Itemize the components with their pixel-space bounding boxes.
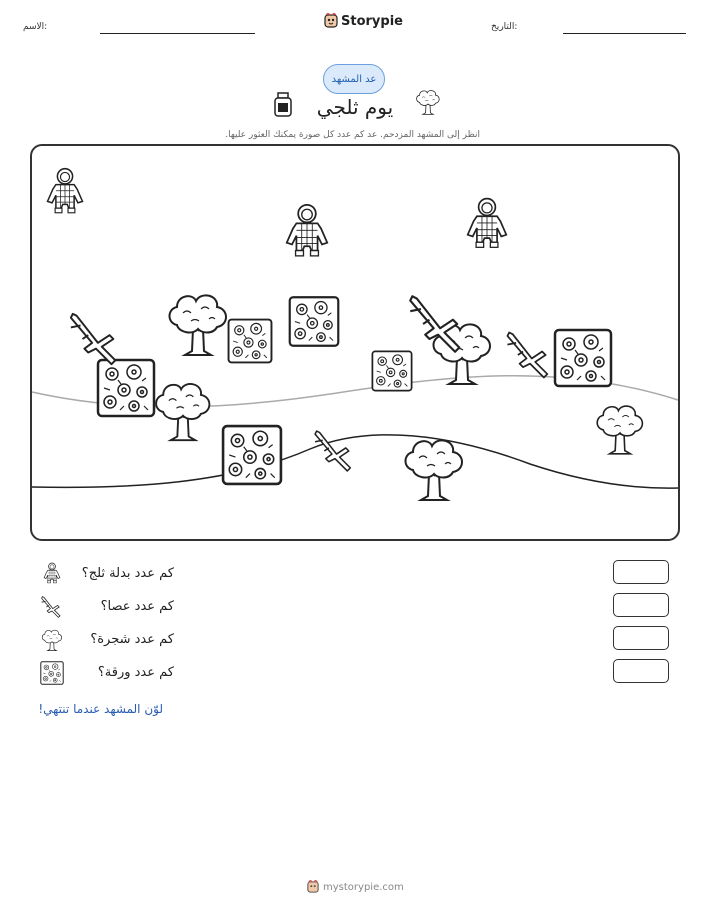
brand-logo (324, 13, 403, 29)
question-tree: كم عدد شجرة؟ (90, 632, 174, 647)
tree-5 (406, 440, 463, 500)
question-stick: كم عدد عصا؟ (100, 599, 174, 614)
page-title: يوم ثلجي (316, 95, 394, 119)
footer-site: mystorypie.com (323, 881, 404, 893)
storypie-mascot-icon (307, 880, 319, 894)
flower-card-6 (223, 426, 281, 484)
question-flower-card: كم عدد ورقة؟ (97, 665, 174, 680)
color-instruction: لوّن المشهد عندما تنتهي! (38, 702, 163, 716)
flower-card-4 (372, 351, 411, 390)
stick-icon (40, 595, 64, 619)
tree-4 (597, 406, 642, 454)
snowsuit-icon (40, 562, 64, 586)
stick-1 (71, 314, 115, 364)
question-snowsuit: كم عدد بدلة ثلج؟ (81, 566, 174, 581)
activity-tag-label: عد المشهد (331, 73, 377, 85)
hill-line-front (32, 435, 678, 488)
tree-1 (170, 295, 227, 355)
name-label: الاسم: (23, 22, 48, 32)
tree-icon (414, 88, 442, 116)
answer-box-snowsuit[interactable] (613, 560, 669, 584)
activity-tag (323, 64, 385, 94)
instructions: انظر إلى المشهد المزدحم. عد كم عدد كل صورة يمكنك العثور عليها. (225, 130, 480, 140)
storypie-mascot-icon (324, 13, 338, 29)
scene-drawing (30, 144, 680, 541)
footer (307, 880, 404, 894)
stick-3 (507, 332, 547, 377)
tree-icon (40, 628, 64, 652)
answer-box-tree[interactable] (613, 626, 669, 650)
flower-card-icon (40, 661, 64, 685)
tree-2 (156, 384, 209, 440)
snowsuit-1 (48, 169, 83, 213)
date-label: التاريخ: (491, 22, 518, 32)
flower-card-3 (290, 297, 339, 346)
ink-bottle-icon (273, 92, 293, 118)
snowsuit-3 (468, 199, 507, 248)
brand-name: Storypie (341, 13, 403, 29)
date-line (563, 33, 686, 34)
flower-card-2 (229, 320, 272, 363)
stick-4 (315, 431, 350, 471)
flower-card-1 (98, 360, 154, 416)
snowsuit-2 (287, 205, 327, 256)
answer-box-stick[interactable] (613, 593, 669, 617)
answer-box-flower-card[interactable] (613, 659, 669, 683)
flower-card-5 (555, 330, 611, 386)
name-line (100, 33, 255, 34)
